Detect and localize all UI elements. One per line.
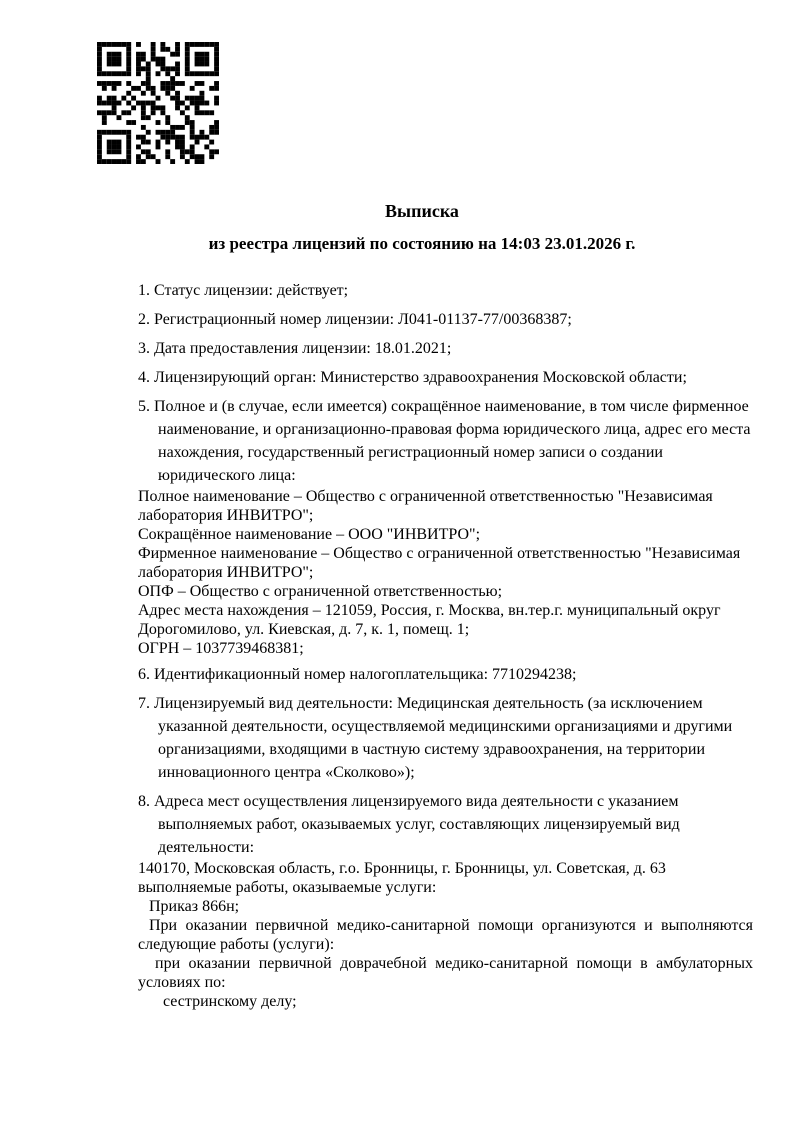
item-7-licensed-activity <box>138 692 753 784</box>
text-line: 6. Идентификационный номер налогоплательщика: 7710294238; <box>138 666 577 683</box>
text-line: сестринскому делу; <box>163 993 297 1010</box>
text-line: Дорогомилово, ул. Киевская, д. 7, к. 1, помещ. 1; <box>138 621 470 638</box>
text-line: следующие работы (услуги): <box>138 936 335 953</box>
text-line: 140170, Московская область, г.о. Бронницы, г. Бронницы, ул. Советская, д. 63 <box>138 860 666 877</box>
item-6-taxpayer-number <box>138 663 753 686</box>
text-line: деятельности: <box>158 839 255 856</box>
document-body <box>138 279 753 1011</box>
text-line: лаборатория ИНВИТРО"; <box>138 507 314 524</box>
text-line: При оказании первичной медико-санитарной помощи организуются и выполняются <box>149 917 753 934</box>
text-line: лаборатория ИНВИТРО"; <box>138 564 314 581</box>
text-line: указанной деятельности, осуществляемой медицинскими организациями и другими <box>158 718 733 735</box>
text-line: Фирменное наименование – Общество с ограниченной ответственностью "Независимая <box>138 545 741 562</box>
organization-details <box>138 487 753 658</box>
document-header <box>138 201 706 254</box>
text-line: Сокращённое наименование – ООО "ИНВИТРО"; <box>138 526 481 543</box>
item-5-organization-names-heading <box>138 395 753 487</box>
text-line: 7. Лицензируемый вид деятельности: Медицинская деятельность (за исключением <box>138 695 703 712</box>
text-line: 1. Статус лицензии: действует; <box>138 282 349 299</box>
item-4-licensing-authority <box>138 366 753 389</box>
text-line: выполняемых работ, оказываемых услуг, составляющих лицензируемый вид <box>158 816 680 833</box>
document-subtitle: из реестра лицензий по состоянию на 14:03 23.01.2026 г. <box>208 234 636 253</box>
text-line: Полное наименование – Общество с ограниченной ответственностью "Независимая <box>138 488 713 505</box>
text-line: юридического лица: <box>158 467 296 484</box>
text-line: Адрес места нахождения – 121059, Россия, г. Москва, вн.тер.г. муниципальный округ <box>138 602 721 619</box>
text-line: выполняемые работы, оказываемые услуги: <box>138 879 437 896</box>
text-line: инновационного центра «Сколково»); <box>158 764 415 781</box>
qr-code-icon <box>95 42 221 164</box>
text-line: при оказании первичной доврачебной медико-санитарной помощи в амбулаторных <box>155 955 753 972</box>
text-line: ОПФ – Общество с ограниченной ответственностью; <box>138 583 503 600</box>
text-line: условиях по: <box>138 974 226 991</box>
item-1-license-status <box>138 279 753 302</box>
activity-addresses <box>138 859 753 1011</box>
document-title: Выписка <box>385 201 459 221</box>
text-line: 4. Лицензирующий орган: Министерство здравоохранения Московской области; <box>138 369 687 386</box>
text-line: 2. Регистрационный номер лицензии: Л041-01137-77/00368387; <box>138 311 572 328</box>
text-line: 8. Адреса мест осуществления лицензируемого вида деятельности с указанием <box>138 793 679 810</box>
text-line: 3. Дата предоставления лицензии: 18.01.2021; <box>138 340 452 357</box>
text-line: Приказ 866н; <box>149 898 240 915</box>
item-8-activity-addresses-heading <box>138 790 753 859</box>
text-line: организациями, входящими в частную систему здравоохранения, на территории <box>158 741 706 758</box>
text-line: ОГРН – 1037739468381; <box>138 640 304 657</box>
item-3-grant-date <box>138 337 753 360</box>
text-line: наименование, и организационно-правовая форма юридического лица, адрес его места <box>158 421 751 438</box>
text-line: 5. Полное и (в случае, если имеется) сокращённое наименование, в том числе фирменное <box>138 398 749 415</box>
text-line: нахождения, государственный регистрационный номер записи о создании <box>158 444 663 461</box>
item-2-registration-number <box>138 308 753 331</box>
